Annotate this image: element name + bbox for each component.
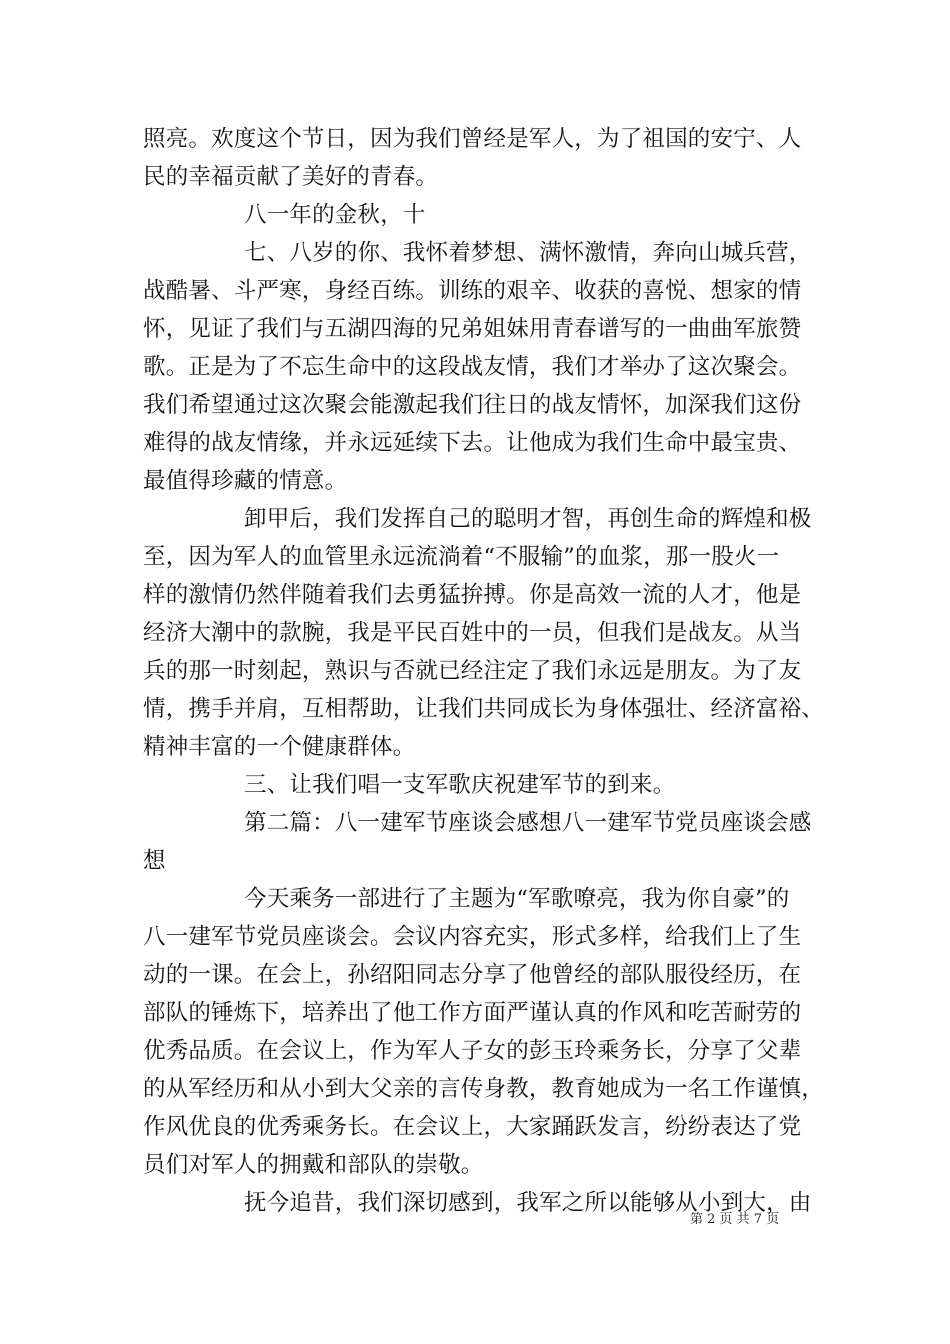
text-line: 战酷暑、斗严寒，身经百练。训练的艰辛、收获的喜悦、想家的情 bbox=[143, 278, 802, 304]
paragraph-start: 七、八岁的你、我怀着梦想、满怀激情，奔向山城兵营， bbox=[244, 240, 812, 266]
paragraph-start: 抚今追昔，我们深切感到，我军之所以能够从小到大，由 bbox=[244, 1190, 812, 1216]
text-line: 八一建军节党员座谈会。会议内容充实，形式多样，给我们上了生 bbox=[143, 924, 802, 950]
section-heading: 第二篇：八一建军节座谈会感想八一建军节党员座谈会感 bbox=[244, 810, 812, 836]
text-line: 优秀品质。在会议上，作为军人子女的彭玉玲乘务长，分享了父辈 bbox=[143, 1038, 802, 1064]
section-heading-continued: 想 bbox=[143, 848, 166, 874]
text-line: 精神丰富的一个健康群体。 bbox=[143, 734, 416, 760]
paragraph-start: 八一年的金秋，十 bbox=[244, 202, 426, 228]
text-line: 的从军经历和从小到大父亲的言传身教，教育她成为一名工作谨慎， bbox=[143, 1076, 825, 1102]
text-line: 怀，见证了我们与五湖四海的兄弟姐妹用青春谱写的一曲曲军旅赞 bbox=[143, 316, 802, 342]
text-line: 部队的锤炼下，培养出了他工作方面严谨认真的作风和吃苦耐劳的 bbox=[143, 1000, 802, 1026]
text-line: 难得的战友情缘，并永远延续下去。让他成为我们生命中最宝贵、 bbox=[143, 430, 802, 456]
text-line: 我们希望通过这次聚会能激起我们往日的战友情怀，加深我们这份 bbox=[143, 392, 802, 418]
text-line-2: 民的幸福贡献了美好的青春。 bbox=[143, 164, 439, 190]
text-line: 员们对军人的拥戴和部队的崇敬。 bbox=[143, 1152, 484, 1178]
paragraph-start: 三、让我们唱一支军歌庆祝建军节的到来。 bbox=[244, 772, 676, 798]
text-line: 动的一课。在会上，孙绍阳同志分享了他曾经的部队服役经历，在 bbox=[143, 962, 802, 988]
text-line: 最值得珍藏的情意。 bbox=[143, 468, 348, 494]
text-line: 情，携手并肩，互相帮助，让我们共同成长为身体强壮、经济富裕、 bbox=[143, 696, 825, 722]
text-line: 至，因为军人的血管里永远流淌着“不服输”的血浆，那一股火一 bbox=[143, 544, 780, 570]
text-line: 歌。正是为了不忘生命中的这段战友情，我们才举办了这次聚会。 bbox=[143, 354, 802, 380]
text-line: 兵的那一时刻起，熟识与否就已经注定了我们永远是朋友。为了友 bbox=[143, 658, 802, 684]
paragraph-start: 今天乘务一部进行了主题为“军歌嘹亮，我为你自豪”的 bbox=[244, 886, 790, 912]
text-line: 作风优良的优秀乘务长。在会议上，大家踊跃发言，纷纷表达了党 bbox=[143, 1114, 802, 1140]
text-line: 样的激情仍然伴随着我们去勇猛拚搏。你是高效一流的人才，他是 bbox=[143, 582, 802, 608]
text-line-1: 照亮。欢度这个节日，因为我们曾经是军人，为了祖国的安宁、人 bbox=[143, 126, 802, 152]
text-line: 经济大潮中的款腕，我是平民百姓中的一员，但我们是战友。从当 bbox=[143, 620, 802, 646]
paragraph-start: 卸甲后，我们发挥自己的聪明才智，再创生命的辉煌和极 bbox=[244, 506, 812, 532]
page-number-footer: 第 2 页 共 7 页 bbox=[690, 1212, 780, 1227]
